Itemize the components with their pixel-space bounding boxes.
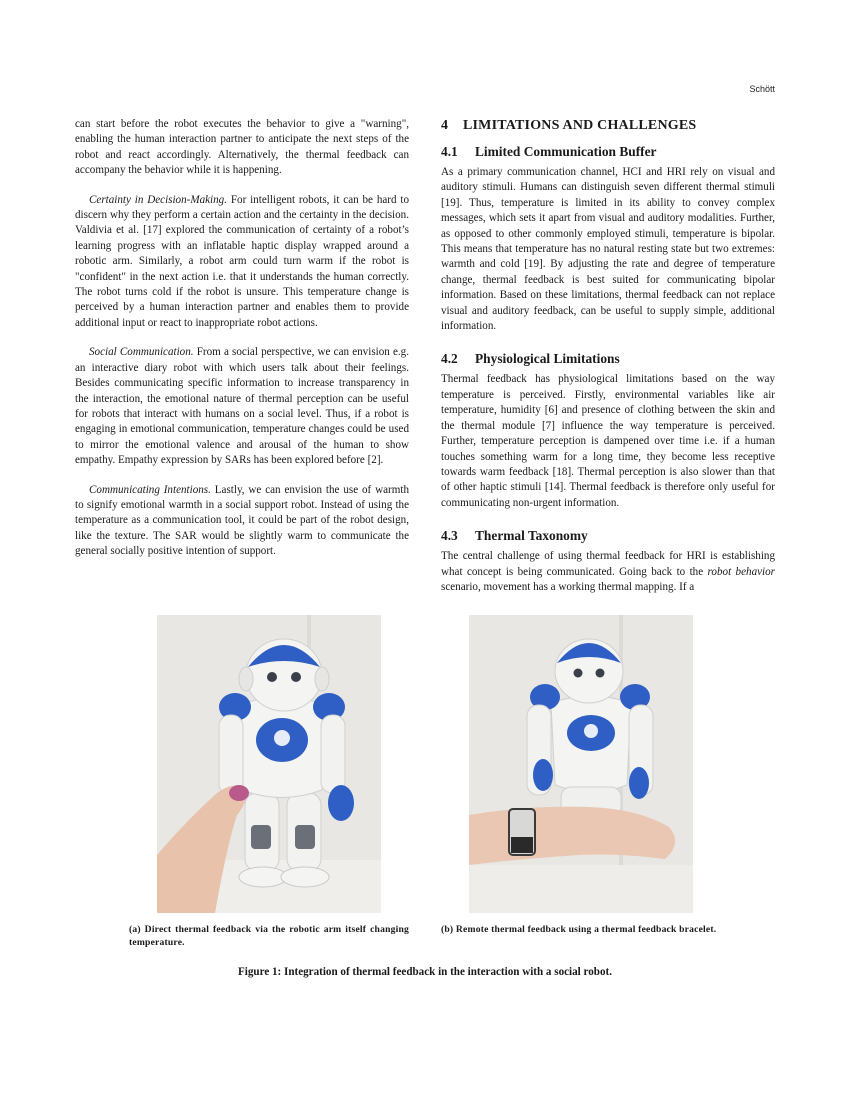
- paragraph-continuation: can start before the robot executes the behavior to give a "warning", enabling the human interaction partner to anticipate the next steps of the robot and react accordingly. Alternatively, the thermal feedback can accompany the behavior while it is happening.: [75, 118, 409, 177]
- left-column: [75, 117, 409, 560]
- paragraph-intentions-text: Lastly, we can envision the use of warmth to signify emotional warmth in a social support robot. Instead of using the temperature as a communication tool, it could be part of the robot design, like the texture. The SAR would be slightly warm to communicate the general socially positive intention of support.: [75, 483, 409, 558]
- subsection-heading-4-1: [441, 143, 775, 160]
- paragraph-4-3-text-b: scenario, movement has a working thermal mapping. If a: [441, 580, 695, 593]
- paragraph-social-text: From a social perspective, we can envision e.g. an interactive diary robot with which users talk about their feelings. Besides communicating specific information to increase transparency in the interaction, the emotional nature of thermal perception can be useful for robots that interact with humans on a social level. Thus, if a robot is engaging in emotional communication, temperature changes could be used to mirror the emotional valence and arousal of the human to show empathy. Empathy expression by SARs has been explored before [2].: [75, 346, 409, 467]
- running-head: Schött: [749, 84, 775, 94]
- subsection-heading-4-2: [441, 350, 775, 367]
- figure-caption: Figure 1: Integration of thermal feedback in the interaction with a social robot.: [238, 966, 612, 978]
- section-title: LIMITATIONS AND CHALLENGES: [463, 118, 697, 133]
- section-heading-4: [441, 117, 775, 135]
- runin-heading-intentions: Communicating Intentions.: [89, 483, 211, 496]
- subsection-title-4-3: Thermal Taxonomy: [475, 528, 588, 544]
- paragraph-social: [75, 345, 409, 468]
- figure-image-a: [157, 615, 381, 913]
- subsection-title-4-1: Limited Communication Buffer: [475, 144, 657, 159]
- paragraph-4-1: As a primary communication channel, HCI and HRI rely on visual and auditory stimuli. Humans can distinguish seven different thermal stimuli [19]. Thus, temperature is limited in its ability to convey complex messages, which sets it apart from visual and auditory modalities. Further, as opposed to other commonly employed stimuli, temperature is bipolar. This means that temperature has no natural resting state but two extremes: warmth and cold [19]. By adjusting the rate and degree of temperature change, thermal feedback is best suited for communicating bipolar information. Based on these limitations, thermal feedback can not replace visual and auditory feedback, can be useful to supply simple, additional information.: [441, 166, 775, 333]
- subsection-title-4-2: Physiological Limitations: [475, 351, 620, 367]
- paragraph-4-3: [441, 549, 775, 595]
- subsection-heading-4-3: [441, 527, 775, 544]
- subsection-number-4-1: 4.1: [441, 144, 458, 159]
- figure-image-b: [469, 615, 693, 913]
- subsection-number-4-3: 4.3: [441, 528, 458, 544]
- subsection-number-4-2: 4.2: [441, 351, 458, 367]
- runin-heading-social: Social Communication.: [89, 346, 194, 359]
- paragraph-certainty: [75, 193, 409, 332]
- paragraph-certainty-text: For intelligent robots, it can be hard to discern why they perform a certain action and the certainty in the decision. Valdivia et al. [17] explored the communication of certainty of a robot’s learning progress with an inflatable haptic display wrapped around a robotic arm. Similarly, a robot arm could turn warm if the robot is "confident" in the next action i.e. that it understands the human correctly. The robot turns cold if the robot is unsure. This temperature change is perceived by a human interaction partner and enables them to provide additional input or react to inappropriate robot actions.: [75, 193, 409, 329]
- paragraph-4-3-text-a: The central challenge of using thermal feedback for HRI is establishing what concept is being communicated. Going back to the: [441, 550, 775, 578]
- right-column: [441, 117, 775, 595]
- robot-photo-a: [157, 615, 381, 913]
- section-number: 4: [441, 118, 449, 133]
- paragraph-intentions: [75, 483, 409, 560]
- paragraph-4-3-emphasis: robot behavior: [707, 565, 775, 578]
- paragraph-4-2: Thermal feedback has physiological limitations based on the way temperature is perceived. Firstly, environmental variables like air temperature, humidity [6] and presence of clothing between the skin and the thermal module [7] influence the way temperature is perceived. Further, temperature perception is dampened over time i.e. if a human touches something warm for a long time, they become less receptive towards warm feedback [18]. Thermal perception is also slower than that of other haptic stimuli [14]. Thermal feedback is therefore only useful for communicating non-urgent information.: [441, 373, 775, 509]
- runin-heading-certainty: Certainty in Decision-Making.: [89, 193, 228, 206]
- robot-photo-b: [469, 615, 693, 913]
- subcaption-b: (b) Remote thermal feedback using a thermal feedback bracelet.: [441, 924, 717, 935]
- subcaption-a: (a) Direct thermal feedback via the robotic arm itself changing temperature.: [129, 924, 409, 948]
